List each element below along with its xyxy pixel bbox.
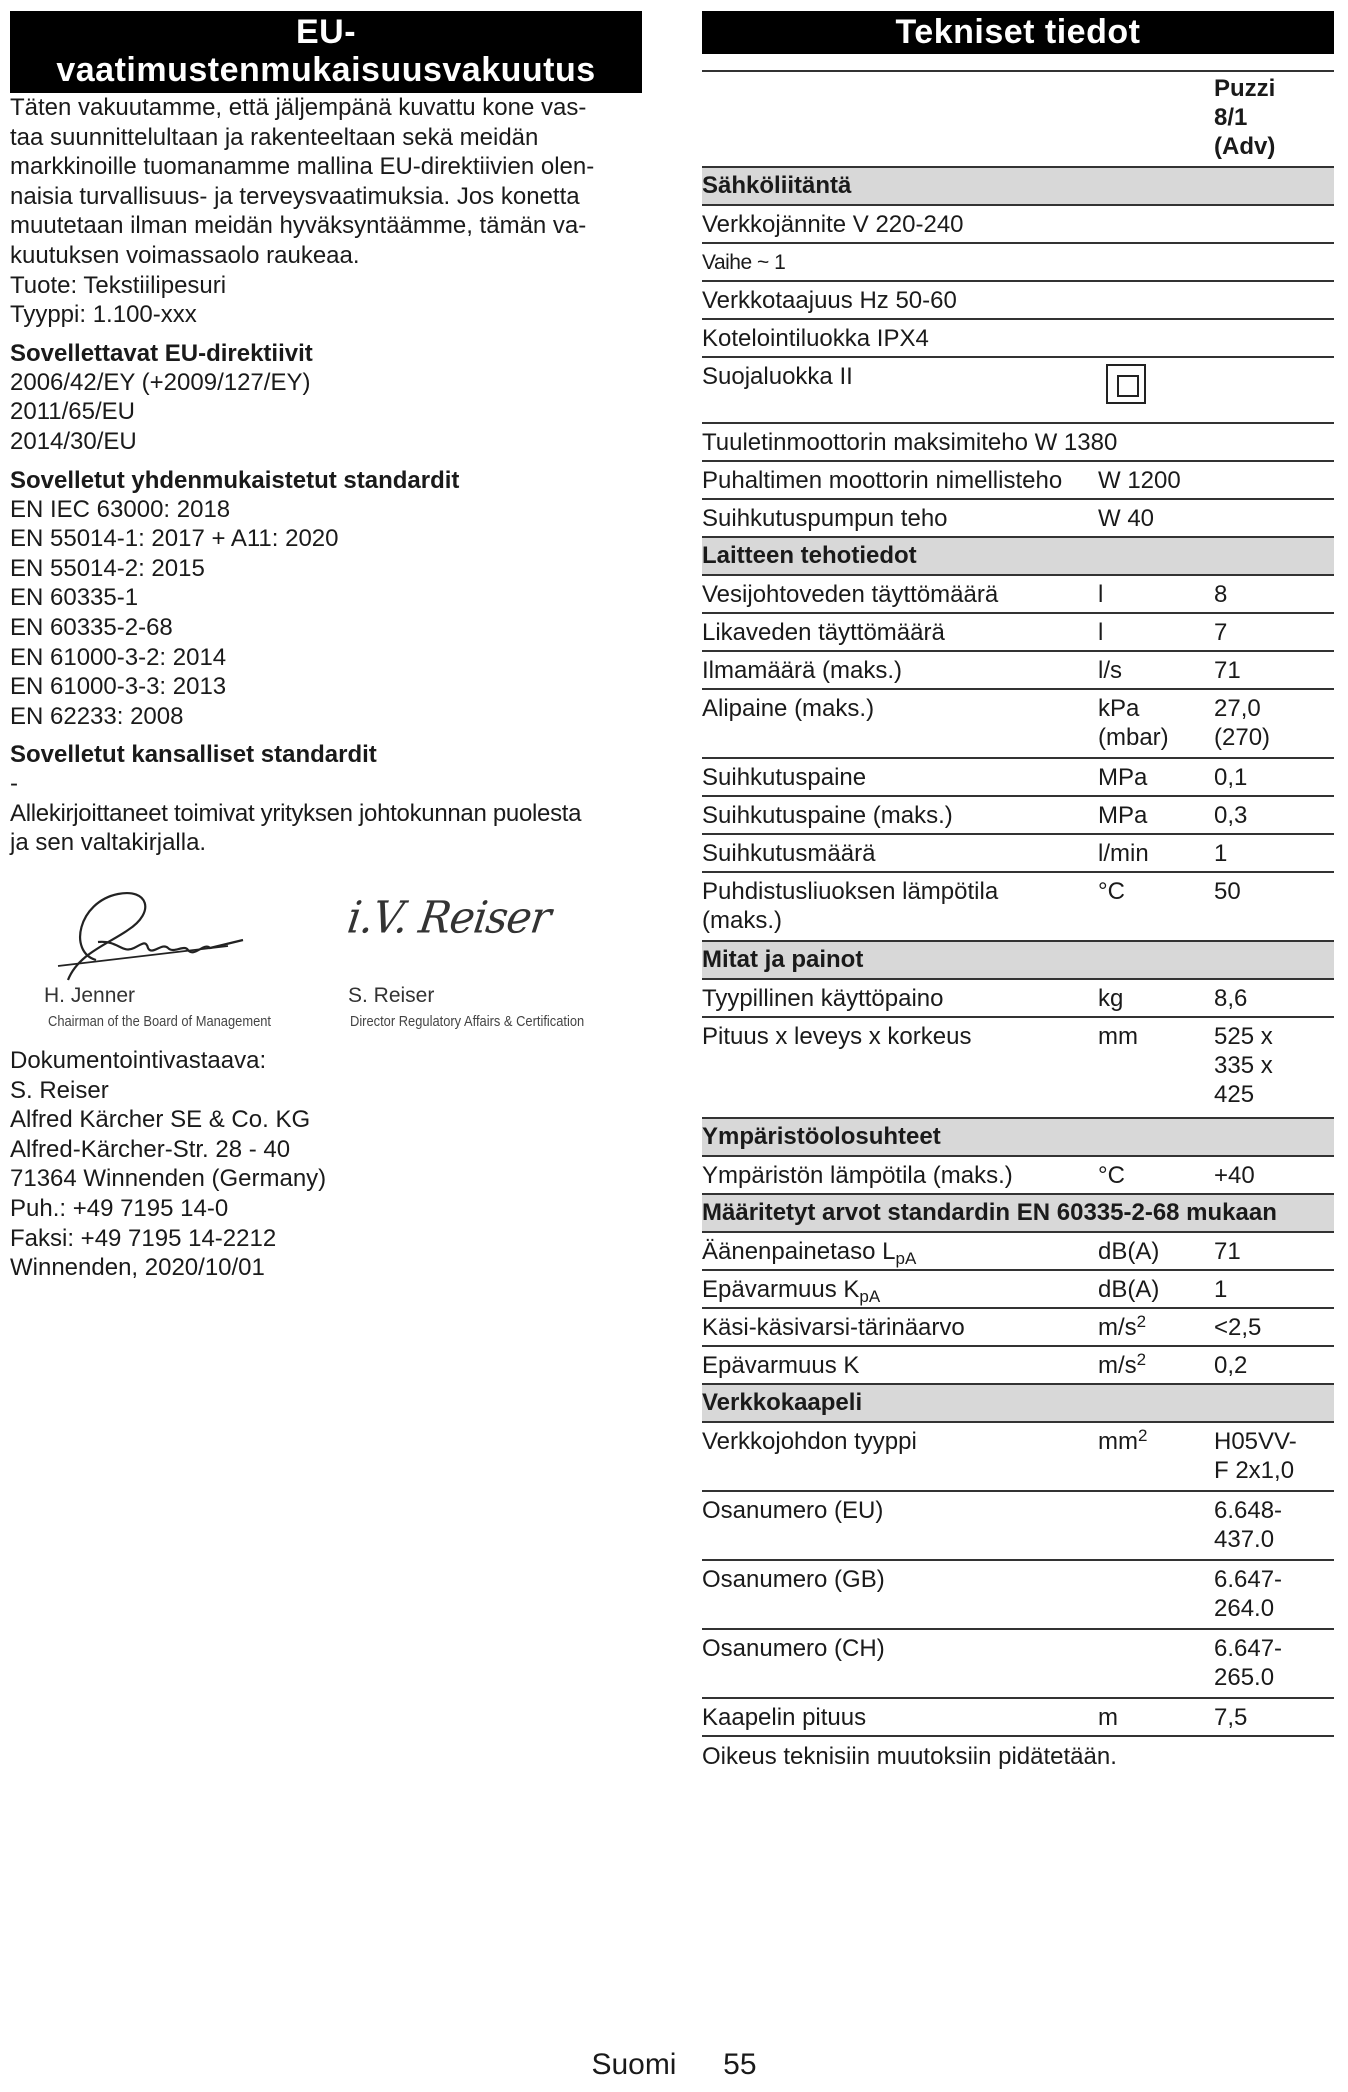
spec-label: Vaihe <box>702 251 752 274</box>
spec-label: Suihkutuspaine (maks.) <box>702 802 953 829</box>
standard-item: EN 60335-2-68 <box>10 613 173 641</box>
value-line: 6.648- <box>1214 1497 1283 1524</box>
spec-label: Epävarmuus K <box>702 1352 860 1379</box>
spec-value: 1 <box>1214 1276 1228 1303</box>
spec-row <box>702 1423 1334 1492</box>
handwritten-signature-icon <box>38 882 258 992</box>
spec-label: Suojaluokka <box>702 363 833 390</box>
declaration-heading-line1: EU- <box>295 13 357 51</box>
section-cable <box>702 1385 1334 1423</box>
intro-line: naisia turvallisuus- ja terveysvaatimuksia. Jos konetta <box>10 182 580 210</box>
spec-label: Suihkutusmäärä <box>702 840 876 867</box>
intro-line: Täten vakuutamme, että jäljempänä kuvattu kone vas- <box>10 94 587 121</box>
spec-unit: W <box>1098 505 1121 532</box>
spec-value: 220-240 <box>875 211 964 238</box>
label-subscript: pA <box>895 1249 917 1268</box>
declaration-column <box>10 11 642 1283</box>
contact-block <box>10 1046 642 1283</box>
spec-value: 40 <box>1127 505 1155 532</box>
spec-unit: l/s <box>1098 657 1122 684</box>
signer2-handwriting: i.V. Reiser <box>344 891 554 944</box>
contact-line: S. Reiser <box>10 1076 109 1104</box>
spec-row <box>702 1347 1334 1385</box>
spec-unit <box>1098 1313 1214 1345</box>
section-title: Ympäristöolosuhteet <box>702 1123 941 1150</box>
spec-value <box>1214 1496 1330 1559</box>
technical-changes-note: Oikeus teknisiin muutoksiin pidätetään. <box>702 1743 1117 1770</box>
value-line: F 2x1,0 <box>1214 1457 1295 1484</box>
intro-line: muutetaan ilman meidän hyväksyntäämme, tämän va- <box>10 212 587 240</box>
spec-label: Puhaltimen moottorin nimellisteho <box>702 467 1063 494</box>
product-line: Tuote: Tekstiilipesuri <box>10 271 227 299</box>
directive-item: 2006/42/EY (+2009/127/EY) <box>10 368 311 396</box>
spec-label: Likaveden täyttömäärä <box>702 619 945 646</box>
section-standard-values <box>702 1195 1334 1233</box>
spec-label: Ilmamäärä (maks.) <box>702 657 903 684</box>
spec-row <box>702 320 1334 358</box>
spec-row <box>702 244 1334 282</box>
section-performance <box>702 538 1334 576</box>
spec-row <box>702 873 1334 942</box>
spec-row <box>702 206 1334 244</box>
spec-label: Alipaine (maks.) <box>702 695 875 722</box>
unit-superscript: 2 <box>1137 1426 1148 1445</box>
spec-label: Verkkojohdon tyyppi <box>702 1428 917 1455</box>
spec-label: Osanumero (CH) <box>702 1635 885 1662</box>
type-line: Tyyppi: 1.100-xxx <box>10 301 197 329</box>
spec-table <box>702 70 1334 1737</box>
contact-line: Dokumentointivastaava: <box>10 1047 267 1075</box>
value-line: 525 x <box>1214 1023 1273 1050</box>
spec-label <box>702 877 1098 940</box>
spec-label: Osanumero (EU) <box>702 1497 884 1524</box>
spec-row <box>702 358 1334 424</box>
spec-row <box>702 576 1334 614</box>
spec-symbol-cell <box>1098 362 1222 422</box>
spec-value: 50-60 <box>895 287 957 314</box>
value-line: H05VV- <box>1214 1428 1297 1455</box>
spec-row <box>702 1492 1334 1561</box>
section-environment <box>702 1119 1334 1157</box>
contact-line: Winnenden, 2020/10/01 <box>10 1254 265 1282</box>
spec-value: 0,1 <box>1214 764 1248 791</box>
signatories-text <box>10 799 642 858</box>
directives-list <box>10 368 642 457</box>
page-footer <box>0 2048 1348 2082</box>
spec-label <box>702 1237 1098 1269</box>
section-dimensions <box>702 942 1334 980</box>
spec-label: Kotelointiluokka <box>702 325 871 352</box>
spec-value: 1 <box>1214 840 1228 867</box>
label-line: Puhdistusliuoksen lämpötila <box>702 878 999 905</box>
section-title: Verkkokaapeli <box>702 1389 863 1416</box>
spec-value <box>1214 1565 1330 1628</box>
spec-value: 71 <box>1214 1238 1241 1265</box>
spec-unit: W <box>1098 467 1121 494</box>
contact-line: Puh.: +49 7195 14-0 <box>10 1195 229 1223</box>
model-row <box>702 72 1334 168</box>
signature-reiser <box>344 888 554 948</box>
spec-inline <box>702 428 1332 460</box>
standard-item: EN 55014-1: 2017 + A11: 2020 <box>10 525 339 553</box>
spec-row <box>702 1561 1334 1630</box>
directive-item: 2014/30/EU <box>10 427 137 455</box>
spec-row <box>702 835 1334 873</box>
standard-item: EN 62233: 2008 <box>10 702 184 730</box>
spec-row <box>702 690 1334 759</box>
spec-label: Suihkutuspumpun teho <box>702 505 948 532</box>
spec-unit: l/min <box>1098 840 1149 867</box>
unit-line: kPa <box>1098 695 1140 722</box>
unit-line: (mbar) <box>1098 724 1169 751</box>
section-title: Määritetyt arvot standardin EN 60335-2-68 mukaan <box>702 1199 1277 1226</box>
spec-value: 1200 <box>1127 467 1181 494</box>
declaration-heading <box>10 11 642 93</box>
intro-line: markkinoille tuomanamme mallina EU-direktiivien olen- <box>10 153 595 181</box>
spec-inline <box>702 324 1332 356</box>
spec-value: 8,6 <box>1214 985 1248 1012</box>
spec-label: Tyypillinen käyttöpaino <box>702 985 944 1012</box>
unit-text: mm <box>1098 1428 1138 1455</box>
spec-row <box>702 759 1334 797</box>
page-number: 55 <box>723 2048 757 2081</box>
model-name <box>1214 74 1330 166</box>
protection-class-ii-icon <box>1106 364 1146 404</box>
spec-value <box>1214 1022 1330 1117</box>
signer1-title: Chairman of the Board of Management <box>48 1013 272 1031</box>
spec-row <box>702 1699 1334 1737</box>
spec-label: Verkkotaajuus <box>702 287 853 314</box>
unit-text: m/s <box>1098 1314 1137 1341</box>
intro-line: taa suunnittelultaan ja rakenteeltaan sekä meidän <box>10 123 539 151</box>
spec-row <box>702 1309 1334 1347</box>
spec-label <box>702 1275 1098 1307</box>
standard-item: EN 61000-3-3: 2013 <box>10 673 227 701</box>
spec-label: Ympäristön lämpötila (maks.) <box>702 1162 1013 1189</box>
spec-row <box>702 1157 1334 1195</box>
spec-value <box>1214 1427 1330 1490</box>
spec-row <box>702 500 1334 538</box>
spec-label: Kaapelin pituus <box>702 1704 867 1731</box>
contact-line: Alfred-Kärcher-Str. 28 - 40 <box>10 1135 291 1163</box>
standards-list <box>10 495 642 732</box>
standard-item: EN 60335-1 <box>10 584 139 612</box>
standards-heading: Sovelletut yhdenmukaistetut standardit <box>10 466 460 494</box>
spec-label: Suihkutuspaine <box>702 764 867 791</box>
spec-unit: Hz <box>859 287 889 314</box>
model-line: (Adv) <box>1214 133 1276 160</box>
spec-label: Verkkojännite <box>702 211 847 238</box>
standard-item: EN IEC 63000: 2018 <box>10 495 231 523</box>
spec-row <box>702 614 1334 652</box>
spec-row <box>702 797 1334 835</box>
spec-unit: °C <box>1098 1162 1125 1189</box>
unit-superscript: 2 <box>1136 1350 1147 1369</box>
spec-value: 0,3 <box>1214 802 1248 829</box>
spec-label: Tuuletinmoottorin maksimiteho <box>702 429 1028 456</box>
value-line: 264.0 <box>1214 1595 1275 1622</box>
value-line: 6.647- <box>1214 1635 1283 1662</box>
directives-heading: Sovellettavat EU-direktiivit <box>10 339 313 367</box>
spec-value: 0,2 <box>1214 1352 1248 1379</box>
spec-unit: ~ <box>757 251 769 274</box>
spec-value: +40 <box>1214 1162 1255 1189</box>
spec-label: Käsi-käsivarsi-tärinäarvo <box>702 1314 965 1341</box>
spec-row <box>702 652 1334 690</box>
spec-unit: W <box>1034 429 1058 456</box>
section-title: Laitteen tehotiedot <box>702 542 917 569</box>
spec-value: 71 <box>1214 657 1241 684</box>
section-title: Sähköliitäntä <box>702 172 852 199</box>
signatures <box>10 882 642 1034</box>
spec-unit: l <box>1098 581 1104 608</box>
spec-unit: mm <box>1098 1023 1138 1050</box>
spec-unit: V <box>852 211 869 238</box>
spec-row <box>702 1630 1334 1699</box>
spec-unit: MPa <box>1098 764 1148 791</box>
value-line: 425 <box>1214 1081 1255 1108</box>
standard-item: EN 61000-3-2: 2014 <box>10 643 227 671</box>
signatories-line: ja sen valtakirjalla. <box>10 829 207 857</box>
spec-unit: MPa <box>1098 802 1148 829</box>
spec-inline <box>1098 466 1330 498</box>
declaration-heading-line2: vaatimustenmukaisuusvakuutus <box>56 51 596 89</box>
value-line: 335 x <box>1214 1052 1273 1079</box>
spec-inline <box>702 210 1332 242</box>
section-electrical <box>702 168 1334 206</box>
technical-data-heading: Tekniset tiedot <box>702 11 1334 54</box>
value-line: 27,0 <box>1214 695 1261 722</box>
value-line: (270) <box>1214 724 1271 751</box>
spec-value <box>1214 694 1330 757</box>
signer2-title: Director Regulatory Affairs & Certification <box>350 1013 585 1031</box>
spec-value: <2,5 <box>1214 1314 1262 1341</box>
signer2-name: S. Reiser <box>348 984 435 1008</box>
value-line: 6.647- <box>1214 1566 1283 1593</box>
spec-row <box>702 424 1334 462</box>
declaration-intro <box>10 93 642 330</box>
contact-line: Faksi: +49 7195 14-2212 <box>10 1224 277 1252</box>
national-standards-heading: Sovelletut kansalliset standardit <box>10 741 377 769</box>
spec-unit: dB(A) <box>1098 1276 1160 1303</box>
spec-value: 1380 <box>1063 429 1118 456</box>
directive-item: 2011/65/EU <box>10 398 135 426</box>
spec-value: 8 <box>1214 581 1228 608</box>
spec-unit: l <box>1098 619 1104 646</box>
spec-row <box>702 282 1334 320</box>
spec-unit: m <box>1098 1704 1118 1731</box>
spec-inline <box>1098 504 1330 536</box>
value-line: 437.0 <box>1214 1526 1275 1553</box>
model-line: 8/1 <box>1214 104 1248 131</box>
footer-language: Suomi <box>591 2048 677 2081</box>
signature-jenner <box>38 882 258 992</box>
national-standards-value: - <box>10 770 18 798</box>
spec-row <box>702 1271 1334 1309</box>
spec-unit <box>1098 694 1214 757</box>
spec-inline <box>702 286 1332 318</box>
spec-row <box>702 462 1334 500</box>
spec-inline <box>702 248 1332 280</box>
spec-value: II <box>839 363 853 390</box>
spec-label: Osanumero (GB) <box>702 1566 885 1593</box>
spec-unit: °C <box>1098 878 1125 905</box>
spec-unit <box>1098 1427 1214 1490</box>
unit-text: m/s <box>1098 1352 1137 1379</box>
label-line: (maks.) <box>702 907 782 934</box>
spec-value: 7 <box>1214 619 1228 646</box>
standard-item: EN 55014-2: 2015 <box>10 554 205 582</box>
spec-label: Vesijohtoveden täyttömäärä <box>702 581 999 608</box>
spec-value: 1 <box>774 251 786 274</box>
spec-inline <box>702 362 1098 422</box>
spec-label: Pituus x leveys x korkeus <box>702 1023 972 1050</box>
spec-row <box>702 980 1334 1018</box>
spec-value: 7,5 <box>1214 1704 1248 1731</box>
intro-line: kuutuksen voimassaolo raukeaa. <box>10 241 360 269</box>
technical-data-column <box>702 11 1334 1772</box>
label-text: Äänenpainetaso L <box>702 1238 896 1265</box>
spec-row <box>702 1018 1334 1119</box>
contact-line: Alfred Kärcher SE & Co. KG <box>10 1106 311 1134</box>
value-line: 265.0 <box>1214 1664 1275 1691</box>
label-subscript: pA <box>859 1287 881 1306</box>
unit-superscript: 2 <box>1136 1312 1147 1331</box>
label-text: Epävarmuus K <box>702 1276 860 1303</box>
signatories-line: Allekirjoittaneet toimivat yrityksen johtokunnan puolesta <box>10 799 582 827</box>
contact-line: 71364 Winnenden (Germany) <box>10 1165 327 1193</box>
model-line: Puzzi <box>1214 75 1276 102</box>
spec-unit: kg <box>1098 985 1124 1012</box>
signer1-name: H. Jenner <box>44 984 136 1008</box>
spec-value: 50 <box>1214 878 1241 905</box>
section-title: Mitat ja painot <box>702 946 864 973</box>
spec-unit: dB(A) <box>1098 1238 1160 1265</box>
spec-value <box>1214 1634 1330 1697</box>
spec-row <box>702 1233 1334 1271</box>
spec-value: IPX4 <box>876 325 929 352</box>
spec-unit <box>1098 1351 1214 1383</box>
